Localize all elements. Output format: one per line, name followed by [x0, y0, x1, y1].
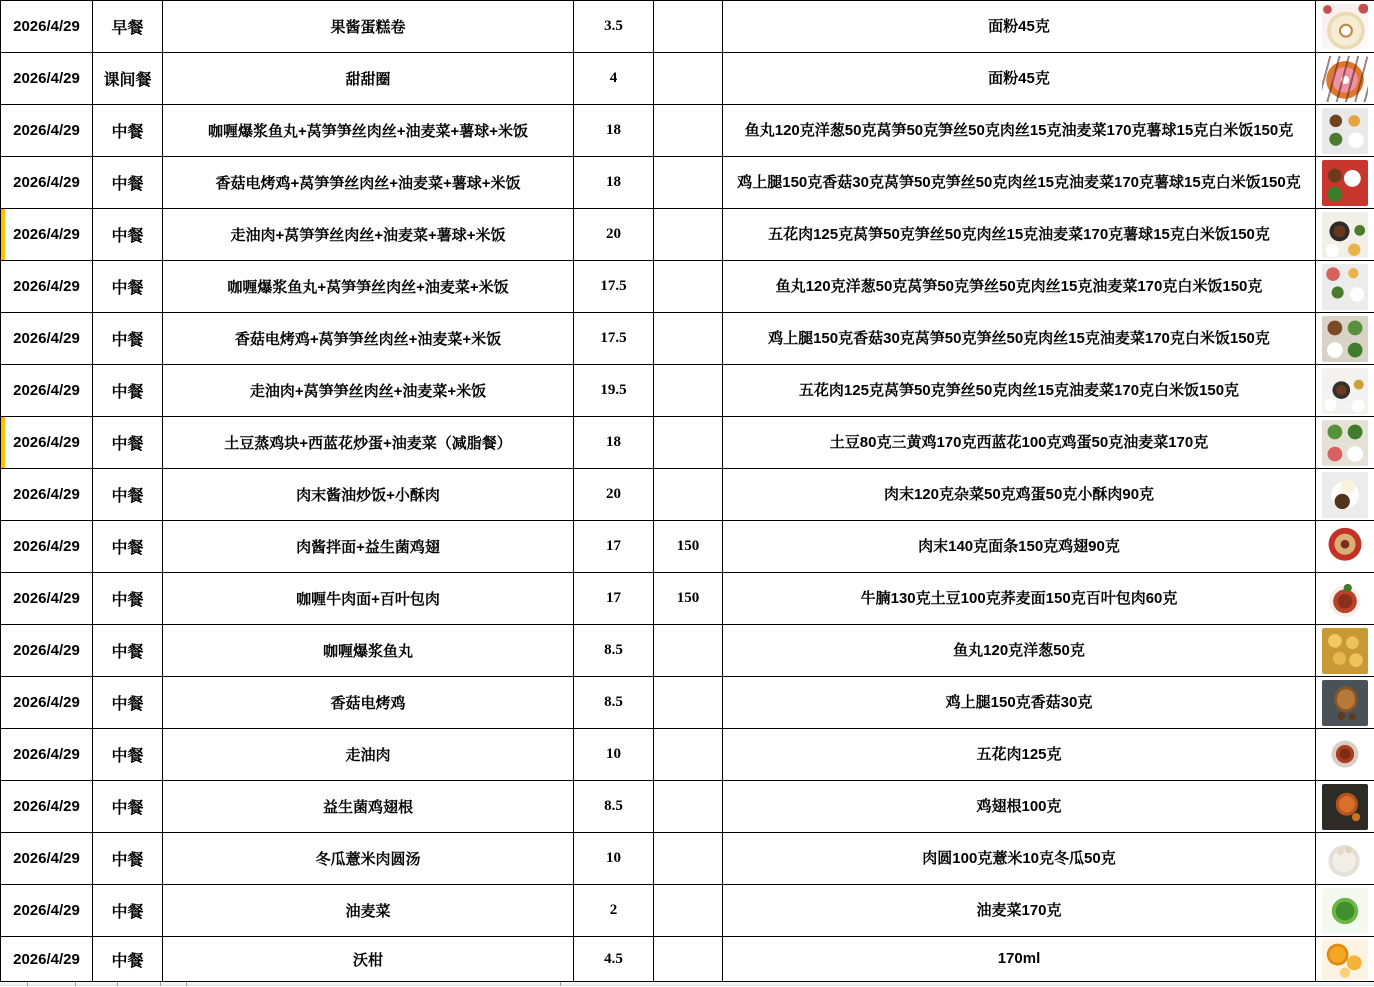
photo-cell[interactable]: [1316, 261, 1374, 313]
table-row: [1, 209, 1374, 261]
compartment-tray-2-photo[interactable]: [1322, 420, 1368, 466]
dish-name-cell[interactable]: 香菇电烤鸡: [163, 677, 574, 729]
braised-pork-photo[interactable]: [1322, 732, 1368, 778]
price-cell[interactable]: 18: [574, 105, 654, 157]
table-row: [1, 1, 1374, 53]
ingredients-cell[interactable]: 油麦菜170克: [723, 885, 1316, 937]
wok-rice-photo[interactable]: [1322, 368, 1368, 414]
noodle-bowl-photo[interactable]: [1322, 524, 1368, 570]
meal-type-cell[interactable]: 早餐: [93, 1, 163, 53]
partial-cell-border: [75, 982, 76, 986]
date-cell[interactable]: 2026/4/29: [1, 365, 93, 417]
price-cell[interactable]: 17.5: [574, 313, 654, 365]
price-cell[interactable]: 18: [574, 417, 654, 469]
black-pot-photo[interactable]: [1322, 212, 1368, 258]
photo-cell[interactable]: [1316, 677, 1374, 729]
photo-cell[interactable]: [1316, 1, 1374, 53]
table-row: [1, 781, 1374, 833]
photo-cell[interactable]: [1316, 469, 1374, 521]
quantity-cell[interactable]: [654, 937, 723, 982]
price-cell[interactable]: 17: [574, 573, 654, 625]
meal-type-cell[interactable]: 中餐: [93, 365, 163, 417]
photo-cell[interactable]: [1316, 417, 1374, 469]
dish-name-cell[interactable]: 香菇电烤鸡+莴笋笋丝肉丝+油麦菜+薯球+米饭: [163, 157, 574, 209]
date-cell[interactable]: 2026/4/29: [1, 625, 93, 677]
dish-name-cell[interactable]: 咖喱牛肉面+百叶包肉: [163, 573, 574, 625]
dish-name-cell[interactable]: 走油肉: [163, 729, 574, 781]
partial-cell-border: [117, 982, 118, 986]
meal-type-cell[interactable]: 中餐: [93, 417, 163, 469]
dish-name-cell[interactable]: 肉末酱油炒饭+小酥肉: [163, 469, 574, 521]
quantity-cell[interactable]: [654, 729, 723, 781]
price-cell[interactable]: 10: [574, 729, 654, 781]
ingredients-cell[interactable]: 肉末140克面条150克鸡翅90克: [723, 521, 1316, 573]
quantity-cell[interactable]: [654, 261, 723, 313]
quantity-cell[interactable]: [654, 1, 723, 53]
date-cell[interactable]: 2026/4/29: [1, 833, 93, 885]
dish-name-cell[interactable]: 咖喱爆浆鱼丸+莴笋笋丝肉丝+油麦菜+薯球+米饭: [163, 105, 574, 157]
photo-cell[interactable]: [1316, 781, 1374, 833]
meal-type-cell[interactable]: 中餐: [93, 833, 163, 885]
meatball-soup-photo[interactable]: [1322, 836, 1368, 882]
photo-cell[interactable]: [1316, 937, 1374, 982]
price-cell[interactable]: 3.5: [574, 1, 654, 53]
dish-name-cell[interactable]: 果酱蛋糕卷: [163, 1, 574, 53]
quantity-cell[interactable]: [654, 53, 723, 105]
compartment-tray-photo[interactable]: [1322, 316, 1368, 362]
meal-type-cell[interactable]: 中餐: [93, 469, 163, 521]
ingredients-cell[interactable]: 五花肉125克: [723, 729, 1316, 781]
quantity-cell[interactable]: [654, 833, 723, 885]
table-row: [1, 937, 1374, 982]
price-cell[interactable]: 8.5: [574, 625, 654, 677]
photo-cell[interactable]: [1316, 625, 1374, 677]
donut-photo[interactable]: [1322, 56, 1368, 102]
dish-name-cell[interactable]: 咖喱爆浆鱼丸: [163, 625, 574, 677]
date-cell[interactable]: 2026/4/29: [1, 677, 93, 729]
table-row: [1, 625, 1374, 677]
dish-name-cell[interactable]: 冬瓜薏米肉圆汤: [163, 833, 574, 885]
beef-bowl-photo[interactable]: [1322, 576, 1368, 622]
table-row: [1, 53, 1374, 105]
partial-next-row: [0, 982, 1374, 986]
minced-pork-rice-photo[interactable]: [1322, 472, 1368, 518]
price-cell[interactable]: 10: [574, 833, 654, 885]
date-cell[interactable]: 2026/4/29: [1, 1, 93, 53]
price-cell[interactable]: 2: [574, 885, 654, 937]
date-cell[interactable]: 2026/4/29: [1, 729, 93, 781]
meal-type-cell[interactable]: 中餐: [93, 729, 163, 781]
quantity-cell[interactable]: 150: [654, 573, 723, 625]
photo-cell[interactable]: [1316, 729, 1374, 781]
ingredients-cell[interactable]: 面粉45克: [723, 53, 1316, 105]
table-row: [1, 261, 1374, 313]
photo-cell[interactable]: [1316, 209, 1374, 261]
quantity-cell[interactable]: [654, 209, 723, 261]
price-cell[interactable]: 20: [574, 209, 654, 261]
date-cell[interactable]: 2026/4/29: [1, 261, 93, 313]
ingredients-cell[interactable]: 肉末120克杂菜50克鸡蛋50克小酥肉90克: [723, 469, 1316, 521]
price-cell[interactable]: 4.5: [574, 937, 654, 982]
red-tray-photo[interactable]: [1322, 160, 1368, 206]
date-cell[interactable]: 2026/4/29: [1, 105, 93, 157]
dish-name-cell[interactable]: 甜甜圈: [163, 53, 574, 105]
quantity-cell[interactable]: [654, 885, 723, 937]
dish-name-cell[interactable]: 咖喱爆浆鱼丸+莴笋笋丝肉丝+油麦菜+米饭: [163, 261, 574, 313]
quantity-cell[interactable]: [654, 469, 723, 521]
photo-cell[interactable]: [1316, 365, 1374, 417]
table-row: [1, 521, 1374, 573]
oranges-photo[interactable]: [1322, 939, 1368, 980]
photo-cell[interactable]: [1316, 105, 1374, 157]
quantity-cell[interactable]: 150: [654, 521, 723, 573]
table-row: [1, 313, 1374, 365]
date-cell[interactable]: 2026/4/29: [1, 469, 93, 521]
drumstick-photo[interactable]: [1322, 784, 1368, 830]
price-cell[interactable]: 17: [574, 521, 654, 573]
ingredients-cell[interactable]: 鱼丸120克洋葱50克莴笋50克笋丝50克肉丝15克油麦菜170克白米饭150克: [723, 261, 1316, 313]
partial-cell-border: [27, 982, 28, 986]
quantity-cell[interactable]: [654, 365, 723, 417]
price-cell[interactable]: 19.5: [574, 365, 654, 417]
photo-cell[interactable]: [1316, 313, 1374, 365]
platter-mixed-photo[interactable]: [1322, 264, 1368, 310]
ingredients-cell[interactable]: 鸡上腿150克香菇30克莴笋50克笋丝50克肉丝15克油麦菜170克白米饭150克: [723, 313, 1316, 365]
date-cell[interactable]: 2026/4/29: [1, 781, 93, 833]
quantity-cell[interactable]: [654, 677, 723, 729]
meal-type-cell[interactable]: 中餐: [93, 677, 163, 729]
meal-type-cell[interactable]: 中餐: [93, 573, 163, 625]
date-cell[interactable]: 2026/4/29: [1, 53, 93, 105]
dish-name-cell[interactable]: 益生菌鸡翅根: [163, 781, 574, 833]
table-row: [1, 677, 1374, 729]
price-cell[interactable]: 8.5: [574, 677, 654, 729]
meal-type-cell[interactable]: 中餐: [93, 885, 163, 937]
date-cell[interactable]: 2026/4/29: [1, 937, 93, 982]
fish-balls-photo[interactable]: [1322, 628, 1368, 674]
dish-name-cell[interactable]: 香菇电烤鸡+莴笋笋丝肉丝+油麦菜+米饭: [163, 313, 574, 365]
meal-type-cell[interactable]: 中餐: [93, 261, 163, 313]
quantity-cell[interactable]: [654, 625, 723, 677]
price-cell[interactable]: 17.5: [574, 261, 654, 313]
dish-name-cell[interactable]: 走油肉+莴笋笋丝肉丝+油麦菜+薯球+米饭: [163, 209, 574, 261]
date-cell[interactable]: 2026/4/29: [1, 521, 93, 573]
meal-type-cell[interactable]: 中餐: [93, 313, 163, 365]
ingredients-cell[interactable]: 鸡上腿150克香菇30克莴笋50克笋丝50克肉丝15克油麦菜170克薯球15克白米饭150克: [723, 157, 1316, 209]
ingredients-cell[interactable]: 170ml: [723, 937, 1316, 982]
table-row: [1, 729, 1374, 781]
ingredients-cell[interactable]: 鱼丸120克洋葱50克莴笋50克笋丝50克肉丝15克油麦菜170克薯球15克白米饭150克: [723, 105, 1316, 157]
quantity-cell[interactable]: [654, 157, 723, 209]
partial-cell-border: [186, 982, 187, 986]
ingredients-cell[interactable]: 面粉45克: [723, 1, 1316, 53]
photo-cell[interactable]: [1316, 157, 1374, 209]
meal-type-cell[interactable]: 中餐: [93, 105, 163, 157]
dish-name-cell[interactable]: 油麦菜: [163, 885, 574, 937]
menu-rows: [1, 1, 1374, 982]
meal-type-cell[interactable]: 课间餐: [93, 53, 163, 105]
cake-roll-photo[interactable]: [1322, 4, 1368, 50]
ingredients-cell[interactable]: 鸡翅根100克: [723, 781, 1316, 833]
partial-cell-border: [160, 982, 161, 986]
quantity-cell[interactable]: [654, 105, 723, 157]
meal-type-cell[interactable]: 中餐: [93, 781, 163, 833]
date-cell[interactable]: 2026/4/29: [1, 313, 93, 365]
dish-name-cell[interactable]: 土豆蒸鸡块+西蓝花炒蛋+油麦菜（减脂餐）: [163, 417, 574, 469]
table-row: [1, 105, 1374, 157]
ingredients-cell[interactable]: 肉圆100克薏米10克冬瓜50克: [723, 833, 1316, 885]
quantity-cell[interactable]: [654, 313, 723, 365]
partial-cell-border: [560, 982, 561, 986]
date-cell[interactable]: 2026/4/29: [1, 417, 93, 469]
table-row: [1, 573, 1374, 625]
table-row: [1, 417, 1374, 469]
dish-name-cell[interactable]: 肉酱拌面+益生菌鸡翅: [163, 521, 574, 573]
price-cell[interactable]: 20: [574, 469, 654, 521]
date-cell[interactable]: 2026/4/29: [1, 573, 93, 625]
quantity-cell[interactable]: [654, 781, 723, 833]
bento-tray-photo[interactable]: [1322, 108, 1368, 154]
photo-cell[interactable]: [1316, 833, 1374, 885]
table-row: [1, 469, 1374, 521]
table-row: [1, 833, 1374, 885]
meal-type-cell[interactable]: 中餐: [93, 625, 163, 677]
meal-type-cell[interactable]: 中餐: [93, 209, 163, 261]
quantity-cell[interactable]: [654, 417, 723, 469]
meal-type-cell[interactable]: 中餐: [93, 521, 163, 573]
ingredients-cell[interactable]: 鸡上腿150克香菇30克: [723, 677, 1316, 729]
table-row: [1, 157, 1374, 209]
greens-photo[interactable]: [1322, 888, 1368, 934]
date-cell[interactable]: 2026/4/29: [1, 209, 93, 261]
photo-cell[interactable]: [1316, 521, 1374, 573]
price-cell[interactable]: 4: [574, 53, 654, 105]
roast-chicken-photo[interactable]: [1322, 680, 1368, 726]
price-cell[interactable]: 18: [574, 157, 654, 209]
meal-type-cell[interactable]: 中餐: [93, 937, 163, 982]
ingredients-cell[interactable]: 五花肉125克莴笋50克笋丝50克肉丝15克油麦菜170克白米饭150克: [723, 365, 1316, 417]
photo-cell[interactable]: [1316, 53, 1374, 105]
date-cell[interactable]: 2026/4/29: [1, 157, 93, 209]
photo-cell[interactable]: [1316, 573, 1374, 625]
ingredients-cell[interactable]: 五花肉125克莴笋50克笋丝50克肉丝15克油麦菜170克薯球15克白米饭150克: [723, 209, 1316, 261]
meal-type-cell[interactable]: 中餐: [93, 157, 163, 209]
table-row: [1, 885, 1374, 937]
ingredients-cell[interactable]: 牛腩130克土豆100克荞麦面150克百叶包肉60克: [723, 573, 1316, 625]
ingredients-cell[interactable]: 土豆80克三黄鸡170克西蓝花100克鸡蛋50克油麦菜170克: [723, 417, 1316, 469]
dish-name-cell[interactable]: 走油肉+莴笋笋丝肉丝+油麦菜+米饭: [163, 365, 574, 417]
ingredients-cell[interactable]: 鱼丸120克洋葱50克: [723, 625, 1316, 677]
table-row: [1, 365, 1374, 417]
dish-name-cell[interactable]: 沃柑: [163, 937, 574, 982]
price-cell[interactable]: 8.5: [574, 781, 654, 833]
date-cell[interactable]: 2026/4/29: [1, 885, 93, 937]
photo-cell[interactable]: [1316, 885, 1374, 937]
